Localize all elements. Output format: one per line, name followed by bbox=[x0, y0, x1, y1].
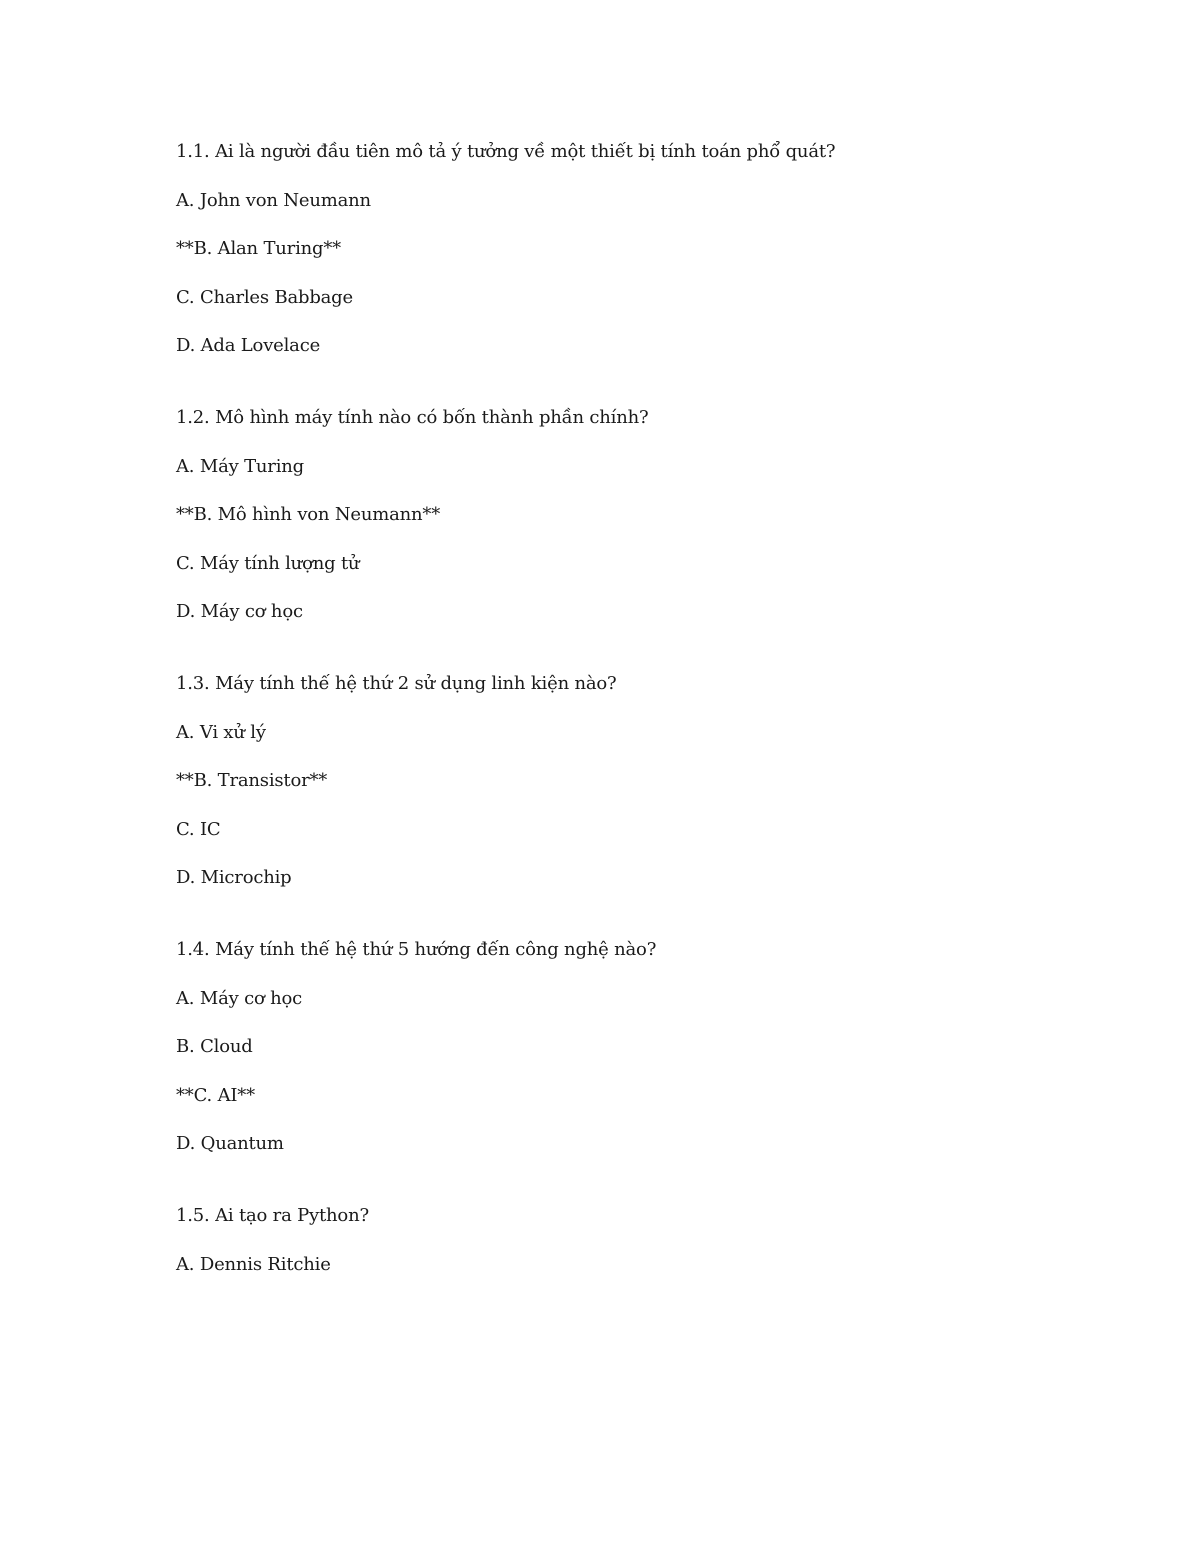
question-text: 1.4. Máy tính thế hệ thứ 5 hướng đến công nghệ nào? bbox=[176, 939, 657, 960]
answer-option: D. Microchip bbox=[176, 867, 292, 888]
answer-option: **B. Mô hình von Neumann** bbox=[176, 504, 441, 525]
answer-option: D. Máy cơ học bbox=[176, 601, 303, 622]
question-text: 1.5. Ai tạo ra Python? bbox=[176, 1205, 369, 1226]
question-block-4 bbox=[176, 938, 1076, 1156]
answer-option: **B. Transistor** bbox=[176, 770, 328, 791]
question-block-5 bbox=[176, 1204, 1076, 1277]
question-block-2 bbox=[176, 406, 1076, 624]
answer-option: A. Máy cơ học bbox=[176, 987, 303, 1009]
question-text: 1.3. Máy tính thế hệ thứ 2 sử dụng linh kiện nào? bbox=[176, 673, 617, 694]
answer-option: B. Cloud bbox=[176, 1036, 253, 1057]
question-text: 1.2. Mô hình máy tính nào có bốn thành phần chính? bbox=[176, 407, 649, 428]
answer-option: A. Dennis Ritchie bbox=[176, 1253, 331, 1275]
answer-option: **C. AI** bbox=[176, 1084, 255, 1106]
answer-option: **B. Alan Turing** bbox=[176, 238, 341, 259]
answer-option: C. Máy tính lượng tử bbox=[176, 552, 360, 574]
answer-option: A. John von Neumann bbox=[176, 189, 371, 211]
answer-option: A. Máy Turing bbox=[176, 455, 304, 477]
answer-option: D. Quantum bbox=[176, 1133, 284, 1154]
quiz-content bbox=[176, 140, 1076, 1301]
answer-option: C. Charles Babbage bbox=[176, 286, 353, 308]
answer-option: A. Vi xử lý bbox=[176, 721, 266, 743]
answer-option: C. IC bbox=[176, 818, 221, 840]
question-block-1 bbox=[176, 140, 1076, 358]
question-block-3 bbox=[176, 672, 1076, 890]
question-text: 1.1. Ai là người đầu tiên mô tả ý tưởng về một thiết bị tính toán phổ quát? bbox=[176, 141, 836, 162]
answer-option: D. Ada Lovelace bbox=[176, 335, 321, 356]
